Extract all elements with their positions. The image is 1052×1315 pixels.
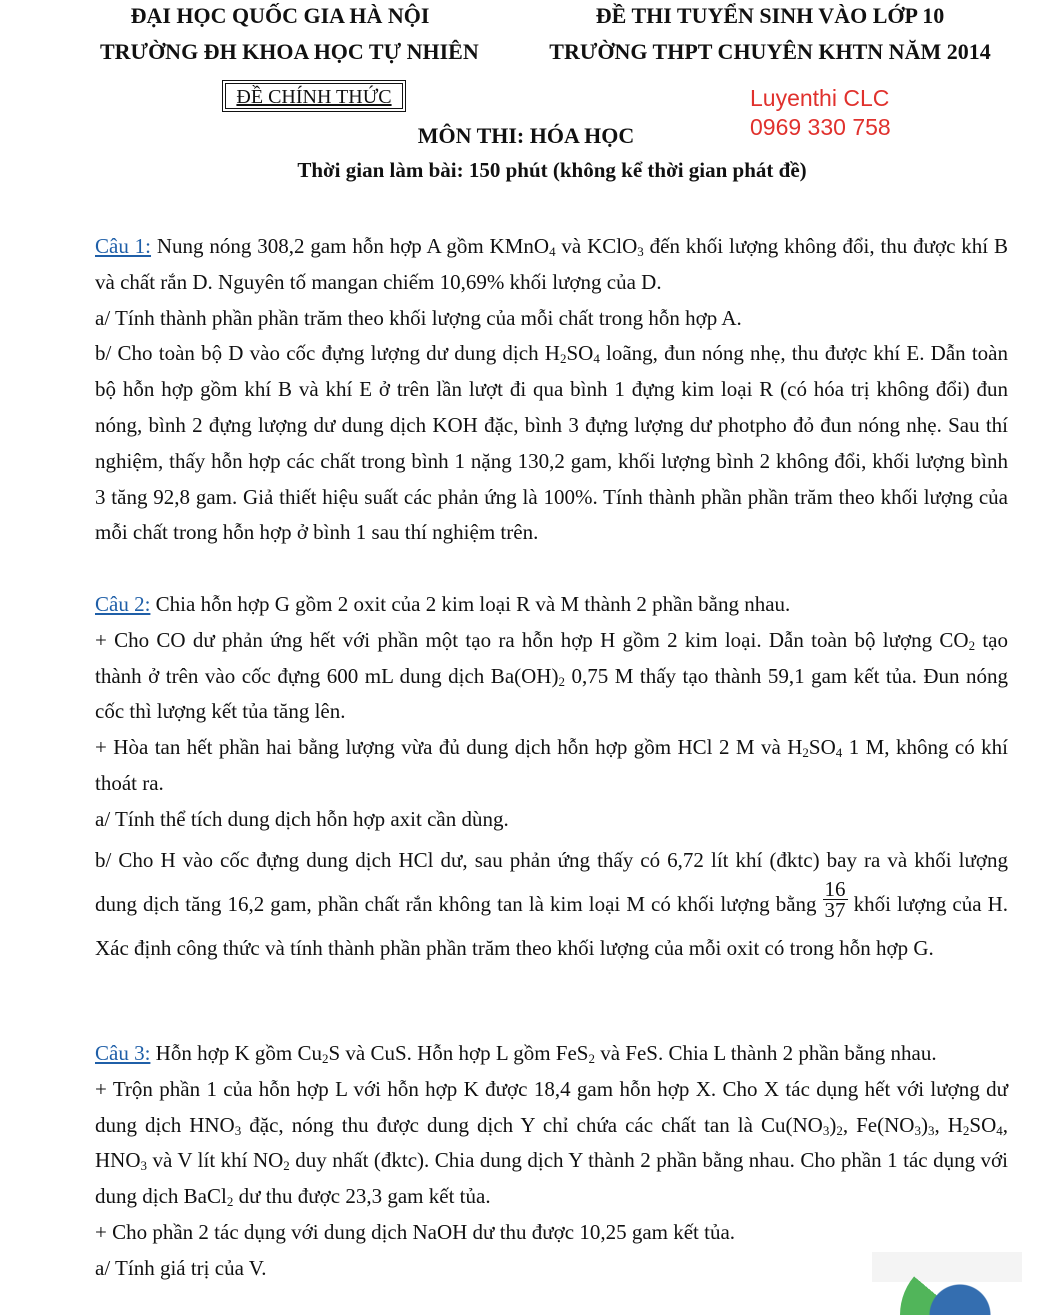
question-2-part-b: b/ Cho H vào cốc đựng dung dịch HCl dư, sau phản ứng thấy có 6,72 lít khí (đktc) bay ra và khối lượng dung dịch tăng 16,2 gam, phần chất rắn không tan là kim loại M có khối lượng bằng $\frac{16}{37}$ khối lượng của H. Xác định công thức và tính thành phần phần trăm theo khối lượng của mỗi oxit có trong hỗn hợp G.	[95, 847, 1009, 961]
question-2-intro: Câu 2: Chia hỗn hợp G gồm 2 oxit của 2 kim loại R và M thành 2 phần bằng nhau.	[95, 592, 791, 616]
faculty-name: TRƯỜNG ĐH KHOA HỌC TỰ NHIÊN	[100, 39, 479, 64]
subject-title: MÔN THI: HÓA HỌC	[417, 123, 635, 148]
duration-line: Thời gian làm bài: 150 phút (không kể thời gian phát đề)	[297, 158, 807, 182]
official-label: ĐỀ CHÍNH THỨC	[225, 83, 403, 109]
question-3-part-1: + Trộn phần 1 của hỗn hợp L với hỗn hợp K được 18,4 gam hỗn hợp X. Cho X tác dụng hết với lượng dư dung dịch $HNO_3$ đặc, nóng thu được dung dịch Y chỉ chứa các chất tan là $Cu(NO_3)_2$, $Fe(NO_3)_3$, $H_2SO_4$, $HNO_3$ và V lít khí $NO_2$ duy nhất (đktc). Chia dung dịch Y thành 2 phần bằng nhau. Cho phần 1 tác dụng với dung dịch BaCl$_2$ dư thu được 23,3 gam kết tủa.	[95, 1076, 1008, 1210]
exam-header	[540, 0, 1000, 68]
exam-school: TRƯỜNG THPT CHUYÊN KHTN NĂM 2014	[549, 39, 991, 64]
exam-title: ĐỀ THI TUYỂN SINH VÀO LỚP 10	[595, 3, 945, 28]
question-3	[95, 1036, 1008, 1287]
official-stamp	[222, 80, 406, 112]
university-header	[100, 0, 479, 68]
fraction-denominator: 37	[824, 898, 846, 923]
question-3-intro: Câu 3: Hỗn hợp K gồm $Cu_2S$ và CuS. Hỗn hợp L gồm FeS$_2$ và FeS. Chia L thành 2 phần bằng nhau.	[95, 1041, 937, 1066]
question-1	[95, 229, 1008, 551]
question-2	[95, 587, 1008, 970]
question-3-part-a: a/ Tính giá trị của V.	[95, 1255, 267, 1280]
question-2-part-1: + Cho CO dư phản ứng hết với phần một tạo ra hỗn hợp H gồm 2 kim loại. Dẫn toàn bộ lượng $CO_2$ tạo thành ở trên vào cốc đựng 600 mL dung dịch $Ba(OH)_2$ 0,75 M thấy tạo thành 59,1 gam kết tủa. Đun nóng cốc thì lượng kết tủa tăng lên.	[95, 627, 1009, 724]
question-1-part-a: a/ Tính thành phần phần trăm theo khối lượng của mỗi chất trong hỗn hợp A.	[95, 305, 742, 330]
university-name: ĐẠI HỌC QUỐC GIA HÀ NỘI	[130, 3, 430, 28]
question-2-part-2: + Hòa tan hết phần hai bằng lượng vừa đủ dung dịch hỗn hợp gồm HCl 2 M và $H_2SO_4$ 1 M, không có khí thoát ra.	[95, 735, 1008, 795]
question-2-label: Câu 2:	[95, 592, 151, 616]
watermark-line1: Luyenthi CLC	[750, 85, 890, 111]
watermark-line2: 0969 330 758	[750, 114, 891, 140]
subject-line	[0, 123, 1052, 149]
question-2-part-a: a/ Tính thể tích dung dịch hỗn hợp axit cần dùng.	[95, 806, 509, 831]
question-3-label: Câu 3:	[95, 1041, 151, 1065]
question-1-label: Câu 1:	[95, 234, 152, 258]
question-1-part-b: b/ Cho toàn bộ D vào cốc đựng lượng dư dung dịch $H_2SO_4$ loãng, đun nóng nhẹ, thu được khí E. Dẫn toàn bộ hỗn hợp gồm khí B và khí E ở trên lần lượt đi qua bình 1 đựng kim loại R (có hóa trị không đổi) đun nóng, bình 2 đựng lượng dư dung dịch KOH đặc, bình 3 đựng lượng dư photpho đỏ đun nóng nhẹ. Sau thí nghiệm, thấy hỗn hợp các chất trong bình 1 nặng 130,2 gam, khối lượng bình 2 không đổi, khối lượng bình 3 tăng 92,8 gam. Giả thiết hiệu suất các phản ứng là 100%. Tính thành phần phần trăm theo khối lượng của mỗi chất trong hỗn hợp ở bình 1 sau thí nghiệm trên.	[95, 341, 1009, 545]
fraction	[823, 877, 848, 923]
fraction-numerator: 16	[824, 877, 846, 902]
question-3-part-2: + Cho phần 2 tác dụng với dung dịch NaOH dư thu được 10,25 gam kết tủa.	[95, 1219, 736, 1244]
question-1-intro: Câu 1: Nung nóng 308,2 gam hỗn hợp A gồm KMnO$_4$ và KClO$_3$ đến khối lượng không đổi, thu được khí B và chất rắn D. Nguyên tố mangan chiếm 10,69% khối lượng của D.	[95, 234, 1008, 294]
